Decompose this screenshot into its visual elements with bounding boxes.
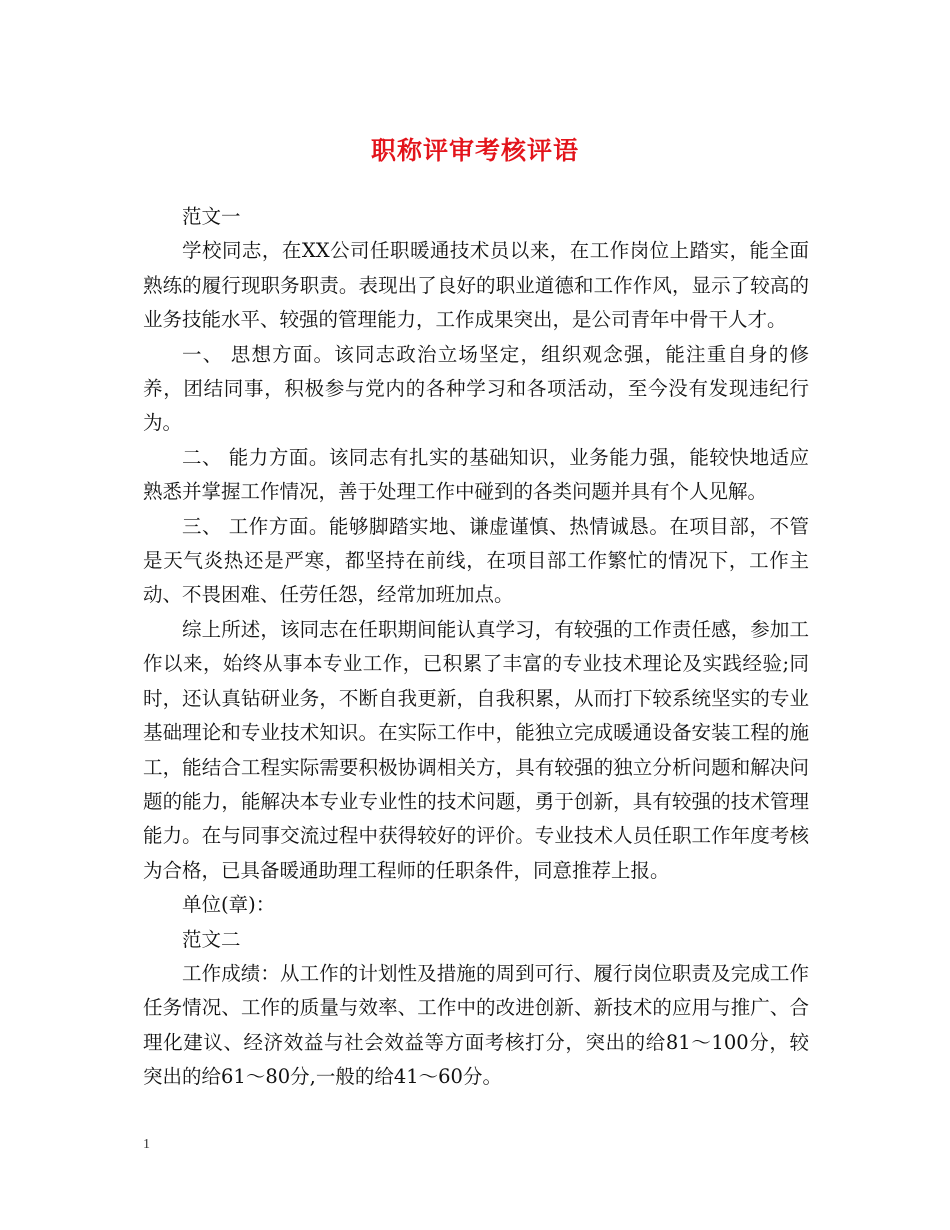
paragraph-unit-seal: 单位(章)：	[182, 893, 276, 917]
paragraph-work-results: 工作成绩：从工作的计划性及措施的周到可行、履行岗位职责及完成工作任务情况、工作的质量与效率、工作中的改进创新、新技术的应用与推广、合理化建议、经济效益与社会效益等方面考核打分，突出的给81～100分，较突出的给61～80分,一般的给41～60分。	[143, 961, 809, 1089]
paragraph-sample-one-heading: 范文一	[182, 205, 241, 228]
paragraph-work: 三、 工作方面。能够脚踏实地、谦虚谨慎、热情诚恳。在项目部，不管是天气炎热还是严寒，都坚持在前线，在项目部工作繁忙的情况下，工作主动、不畏困难、任劳任怨，经常加班加点。	[143, 514, 809, 607]
paragraph-sample-two-heading: 范文二	[182, 927, 241, 951]
document-body	[143, 200, 809, 1095]
document-title: 职称评审考核评语	[370, 136, 579, 165]
paragraph-intro: 学校同志，在XX公司任职暖通技术员以来，在工作岗位上踏实，能全面熟练的履行现职务职责。表现出了良好的职业道德和工作作风，显示了较高的业务技能水平、较强的管理能力，工作成果突出，是公司青年中骨干人才。	[143, 239, 809, 332]
paragraph-ability: 二、 能力方面。该同志有扎实的基础知识，业务能力强，能较快地适应熟悉并掌握工作情况，善于处理工作中碰到的各类问题并具有个人见解。	[143, 445, 809, 504]
paragraph-ideology: 一、 思想方面。该同志政治立场坚定，组织观念强，能注重自身的修养，团结同事，积极参与党内的各种学习和各项活动，至今没有发现违纪行为。	[143, 342, 809, 435]
page-number: 1	[143, 1137, 150, 1152]
paragraph-summary: 综上所述，该同志在任职期间能认真学习，有较强的工作责任感，参加工作以来，始终从事本专业工作，已积累了丰富的专业技术理论及实践经验;同时，还认真钻研业务，不断自我更新，自我积累，从而打下较系统坚实的专业基础理论和专业技术知识。在实际工作中，能独立完成暖通设备安装工程的施工，能结合工程实际需要积极协调相关方，具有较强的独立分析问题和解决问题的能力，能解决本专业专业性的技术问题，勇于创新，具有较强的技术管理能力。在与同事交流过程中获得较好的评价。专业技术人员任职工作年度考核为合格，已具备暖通助理工程师的任职条件，同意推荐上报。	[143, 617, 809, 882]
